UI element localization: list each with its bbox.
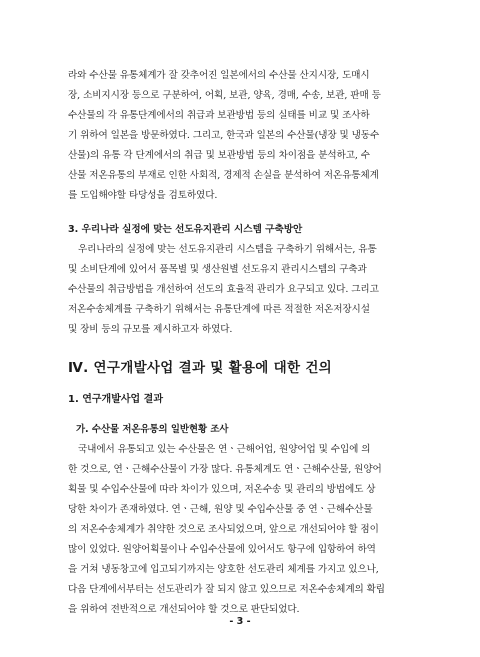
text-line: 을 거쳐 냉동창고에 입고되기까지는 양호한 선도관리 체계를 가지고 있으나, — [68, 564, 379, 575]
text-line: 기 위하여 일본을 방문하였다. 그리고, 한국과 일본의 수산물(냉장 및 냉동수 — [68, 130, 380, 141]
text-line: 다음 단계에서부터는 선도관리가 잘 되지 않고 있으므로 저온수송체계의 확립 — [68, 584, 385, 595]
text-line: 우리나라의 실정에 맞는 선도유지관리 시스템을 구축하기 위해서는, 유통 — [78, 244, 377, 255]
section-1-heading: 1. 연구개발사업 결과 — [68, 394, 163, 405]
text-line: 획물 및 수입수산물에 따라 차이가 있으며, 저온수송 및 관리의 방법에도 상 — [68, 484, 376, 495]
document-page — [68, 66, 412, 620]
text-line: 산물)의 유통 각 단계에서의 취급 및 보관방법 등의 차이점을 분석하고, 수 — [68, 150, 370, 161]
section-3-heading: 3. 우리나라 실정에 맞는 선도유지관리 시스템 구축방안 — [68, 224, 303, 235]
subsection-ga-heading: 가. 수산물 저온유통의 일반현황 조사 — [76, 424, 229, 435]
section-3-paragraph — [68, 240, 412, 340]
text-line: 당한 차이가 존재하였다. 연ㆍ근해, 원양 및 수입수산물 중 연ㆍ근해수산물 — [68, 504, 373, 515]
text-line: 한 것으로, 연ㆍ근해수산물이 가장 많다. 유통체계도 연ㆍ근해수산물, 원양어 — [68, 464, 382, 475]
text-line: 수산물의 각 유통단계에서의 취급과 보관방법 등의 실태를 비교 및 조사하 — [68, 110, 370, 121]
text-line: 장, 소비지시장 등으로 구분하여, 어획, 보관, 양육, 경매, 수송, 보관, 판매 등 — [68, 90, 381, 101]
text-line: 라와 수산물 유통체계가 잘 갖추어진 일본에서의 수산물 산지시장, 도매시 — [68, 70, 370, 81]
subsection-ga-paragraph — [68, 440, 412, 620]
text-line: 많이 있었다. 원양어획물이나 수입수산물에 있어서도 항구에 입항하여 하역 — [68, 544, 376, 555]
intro-paragraph — [68, 66, 412, 206]
text-line: 을 위하여 전반적으로 개선되어야 할 것으로 판단되었다. — [68, 604, 300, 615]
text-line: 및 소비단계에 있어서 품목별 및 생산원별 선도유지 관리시스템의 구축과 — [68, 264, 367, 275]
chapter-4-heading: Ⅳ. 연구개발사업 결과 및 활용에 대한 건의 — [68, 360, 333, 376]
text-line: 국내에서 유통되고 있는 수산물은 연ㆍ근해어업, 원양어업 및 수입에 의 — [78, 444, 371, 455]
text-line: 수산물의 취급방법을 개선하여 선도의 효율적 관리가 요구되고 있다. 그리고 — [68, 284, 379, 295]
text-line: 를 도입해야할 타당성을 검토하였다. — [68, 190, 218, 201]
text-line: 및 장비 등의 규모를 제시하고자 하였다. — [68, 324, 233, 335]
text-line: 저온수송체계를 구축하기 위해서는 유통단계에 따른 적절한 저온저장시설 — [68, 304, 370, 315]
text-line: 의 저온수송체계가 취약한 것으로 조사되었으며, 앞으로 개선되어야 할 점이 — [68, 524, 379, 535]
text-line: 산물 저온유통의 부재로 인한 사회적, 경제적 손실을 분석하여 저온유통체계 — [68, 170, 379, 181]
page-number: - 3 - — [229, 616, 251, 627]
